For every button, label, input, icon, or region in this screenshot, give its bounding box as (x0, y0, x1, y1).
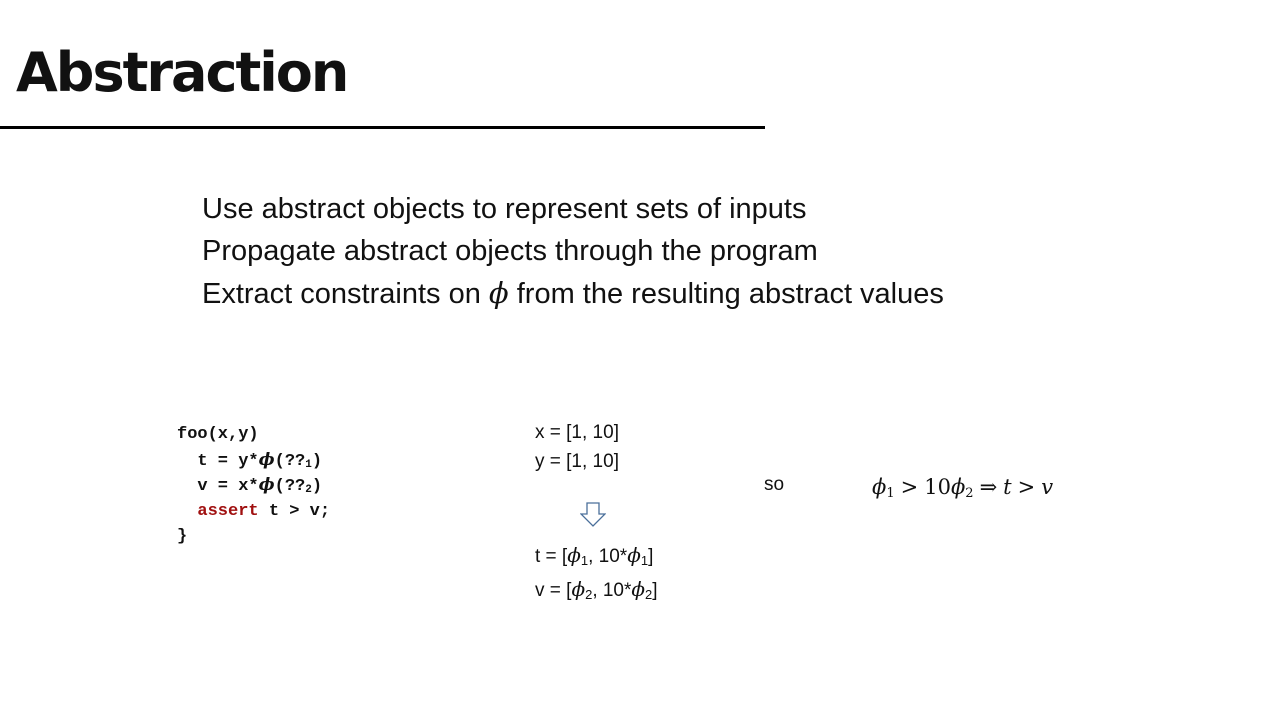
code-line (177, 499, 330, 525)
subscript: 1 (886, 486, 895, 501)
subscript: 2 (965, 486, 974, 501)
output-intervals (535, 541, 658, 609)
phi-symbol: ϕ (872, 475, 887, 499)
bullet-item (202, 272, 944, 315)
subscript: 2 (585, 587, 593, 602)
coefficient: 10 (924, 475, 951, 499)
code-text: (?? (274, 451, 306, 471)
subscript: 2 (645, 587, 653, 602)
phi-symbol: ϕ (488, 276, 509, 310)
code-line (177, 448, 330, 474)
code-line: } (177, 527, 188, 546)
phi-symbol: ϕ (567, 543, 581, 567)
phi-symbol: ϕ (627, 543, 641, 567)
greater-than: > (1017, 475, 1036, 499)
var-v: v (1041, 475, 1054, 499)
phi-symbol: ϕ (950, 475, 966, 499)
code-text: t > v; (258, 501, 331, 521)
phi-symbol: ϕ (258, 475, 275, 495)
code-text: t = y* (177, 451, 259, 471)
subscript: 1 (305, 458, 312, 471)
interval-text: ] (648, 546, 654, 567)
bullet-list (202, 188, 944, 315)
subscript: 2 (305, 484, 312, 496)
assert-keyword: assert (197, 501, 259, 521)
implication-formula (872, 472, 1053, 509)
subscript: 1 (640, 553, 649, 568)
down-arrow-icon (580, 502, 606, 527)
bullet-item: Use abstract objects to represent sets of inputs (202, 193, 807, 225)
code-line (177, 473, 330, 499)
bullet-text: Extract constraints on (202, 278, 489, 310)
title-underline (0, 126, 765, 129)
phi-symbol: ϕ (258, 449, 275, 470)
bullet-text: from the resulting abstract values (508, 278, 944, 310)
phi-symbol: ϕ (571, 577, 586, 601)
code-text: ) (311, 451, 323, 471)
slide-title: Abstraction (16, 41, 348, 104)
code-indent (177, 502, 197, 521)
interval-text: , 10* (588, 546, 628, 567)
bullet-item: Propagate abstract objects through the program (202, 235, 818, 267)
code-text: (?? (274, 477, 306, 496)
code-line: foo(x,y) (177, 425, 259, 444)
code-block (177, 422, 330, 550)
implies-symbol: ⇒ (979, 475, 998, 499)
phi-symbol: ϕ (631, 577, 646, 601)
var-t: t (1003, 475, 1012, 499)
interval-text: , 10* (592, 580, 632, 601)
greater-than: > (900, 475, 919, 499)
interval-t (535, 541, 658, 575)
code-text: ) (311, 477, 323, 496)
interval-y: y = [1, 10] (535, 451, 619, 472)
so-label: so (764, 474, 785, 495)
interval-text: ] (652, 580, 658, 601)
subscript: 1 (580, 553, 589, 568)
input-intervals (535, 418, 619, 476)
interval-text: v = [ (535, 580, 572, 601)
interval-v (535, 575, 658, 609)
code-text: v = x* (177, 477, 259, 496)
interval-x: x = [1, 10] (535, 422, 619, 443)
interval-text: t = [ (535, 546, 568, 567)
